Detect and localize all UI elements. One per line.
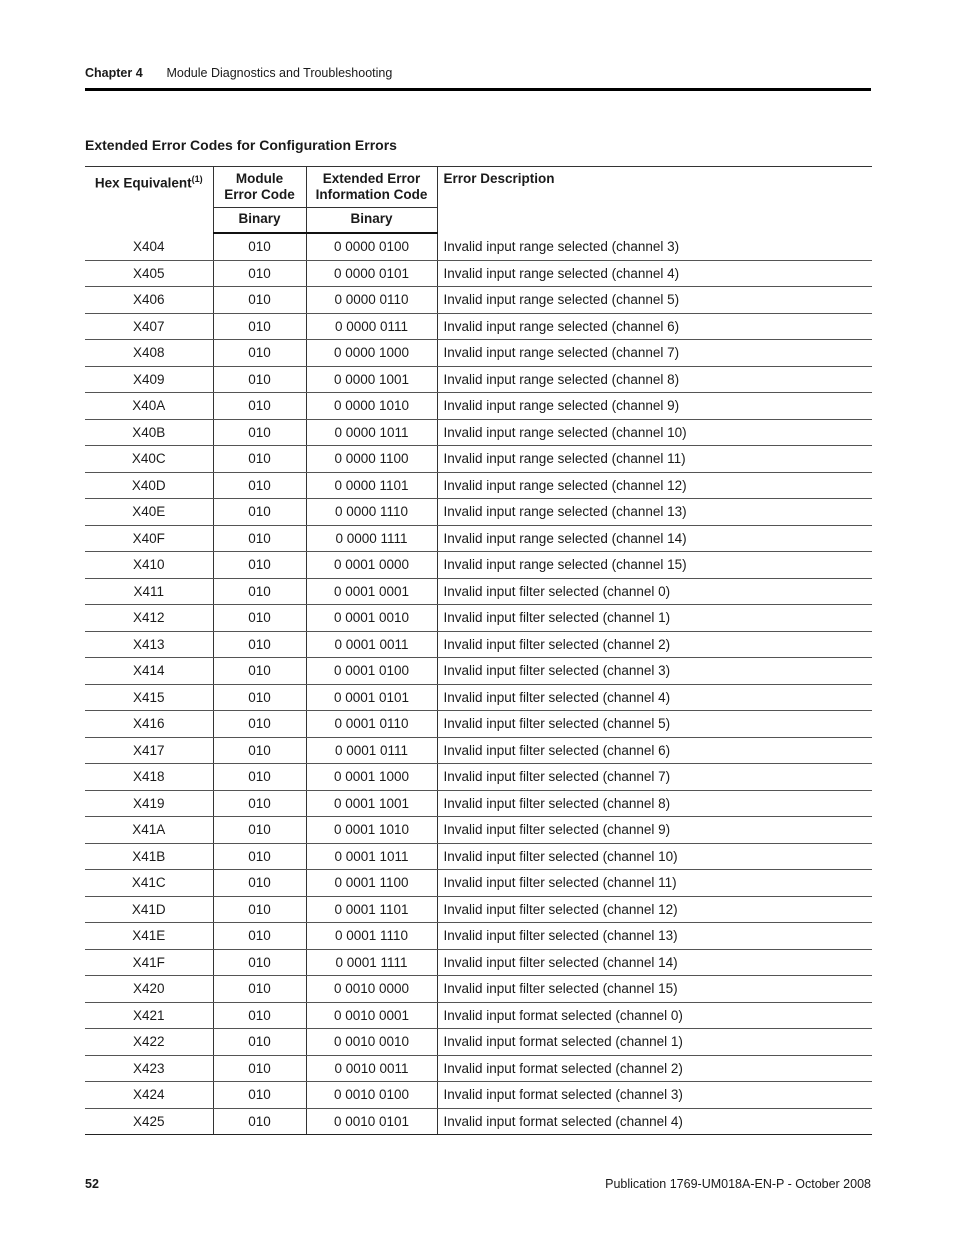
col-subheader-module-binary: Binary: [213, 208, 306, 234]
cell-hex: X41D: [85, 896, 213, 923]
cell-description: Invalid input range selected (channel 9): [437, 393, 872, 420]
table-row: [85, 446, 872, 473]
cell-extended-code: 0 0001 1111: [306, 949, 437, 976]
cell-module-code: 010: [213, 287, 306, 314]
table-row: [85, 313, 872, 340]
table-row: [85, 976, 872, 1003]
cell-module-code: 010: [213, 393, 306, 420]
cell-module-code: 010: [213, 631, 306, 658]
cell-extended-code: 0 0010 0010: [306, 1029, 437, 1056]
cell-extended-code: 0 0000 0110: [306, 287, 437, 314]
cell-description: Invalid input format selected (channel 3): [437, 1082, 872, 1109]
cell-module-code: 010: [213, 870, 306, 897]
cell-hex: X404: [85, 233, 213, 260]
col-header-module-line2: Error Code: [224, 187, 295, 202]
cell-module-code: 010: [213, 419, 306, 446]
table-row: [85, 870, 872, 897]
cell-description: Invalid input format selected (channel 2): [437, 1055, 872, 1082]
table-row: [85, 1108, 872, 1135]
cell-hex: X422: [85, 1029, 213, 1056]
cell-extended-code: 0 0001 0010: [306, 605, 437, 632]
cell-extended-code: 0 0001 1110: [306, 923, 437, 950]
cell-module-code: 010: [213, 790, 306, 817]
cell-description: Invalid input range selected (channel 4): [437, 260, 872, 287]
cell-description: Invalid input filter selected (channel 3): [437, 658, 872, 685]
table-row: [85, 552, 872, 579]
cell-module-code: 010: [213, 313, 306, 340]
cell-hex: X423: [85, 1055, 213, 1082]
cell-module-code: 010: [213, 923, 306, 950]
cell-module-code: 010: [213, 896, 306, 923]
cell-description: Invalid input filter selected (channel 13): [437, 923, 872, 950]
cell-extended-code: 0 0001 0111: [306, 737, 437, 764]
cell-hex: X41B: [85, 843, 213, 870]
cell-hex: X421: [85, 1002, 213, 1029]
cell-extended-code: 0 0001 1011: [306, 843, 437, 870]
table-row: [85, 631, 872, 658]
table-row: [85, 260, 872, 287]
cell-extended-code: 0 0000 1000: [306, 340, 437, 367]
cell-extended-code: 0 0000 1010: [306, 393, 437, 420]
cell-description: Invalid input filter selected (channel 9): [437, 817, 872, 844]
cell-module-code: 010: [213, 525, 306, 552]
cell-hex: X40E: [85, 499, 213, 526]
cell-description: Invalid input range selected (channel 14): [437, 525, 872, 552]
cell-hex: X40B: [85, 419, 213, 446]
cell-extended-code: 0 0010 0000: [306, 976, 437, 1003]
cell-hex: X405: [85, 260, 213, 287]
cell-hex: X420: [85, 976, 213, 1003]
table-row: [85, 896, 872, 923]
table-row: [85, 393, 872, 420]
cell-hex: X407: [85, 313, 213, 340]
cell-extended-code: 0 0000 1111: [306, 525, 437, 552]
cell-extended-code: 0 0001 0000: [306, 552, 437, 579]
table-row: [85, 843, 872, 870]
header-rule: [85, 88, 871, 91]
cell-extended-code: 0 0010 0001: [306, 1002, 437, 1029]
cell-description: Invalid input range selected (channel 8): [437, 366, 872, 393]
cell-description: Invalid input filter selected (channel 7): [437, 764, 872, 791]
cell-hex: X409: [85, 366, 213, 393]
cell-module-code: 010: [213, 1108, 306, 1135]
cell-extended-code: 0 0001 1010: [306, 817, 437, 844]
cell-module-code: 010: [213, 499, 306, 526]
cell-extended-code: 0 0001 0100: [306, 658, 437, 685]
cell-hex: X41F: [85, 949, 213, 976]
cell-module-code: 010: [213, 472, 306, 499]
cell-extended-code: 0 0001 0101: [306, 684, 437, 711]
cell-hex: X40C: [85, 446, 213, 473]
cell-extended-code: 0 0000 1101: [306, 472, 437, 499]
table-row: [85, 1055, 872, 1082]
cell-module-code: 010: [213, 658, 306, 685]
table-row: [85, 366, 872, 393]
cell-description: Invalid input filter selected (channel 11): [437, 870, 872, 897]
table-row: [85, 472, 872, 499]
cell-description: Invalid input filter selected (channel 8): [437, 790, 872, 817]
cell-description: Invalid input filter selected (channel 15): [437, 976, 872, 1003]
cell-hex: X416: [85, 711, 213, 738]
col-header-hex-label: Hex Equivalent: [94, 175, 192, 191]
cell-extended-code: 0 0010 0100: [306, 1082, 437, 1109]
table-row: [85, 684, 872, 711]
col-header-extended-line1: Extended Error: [322, 171, 421, 186]
cell-hex: X40F: [85, 525, 213, 552]
cell-description: Invalid input range selected (channel 13): [437, 499, 872, 526]
cell-description: Invalid input format selected (channel 1): [437, 1029, 872, 1056]
section-title: Module Diagnostics and Troubleshooting: [166, 66, 393, 80]
table-row: [85, 525, 872, 552]
table-row: [85, 790, 872, 817]
table-row: [85, 1082, 872, 1109]
cell-hex: X41A: [85, 817, 213, 844]
cell-description: Invalid input range selected (channel 15): [437, 552, 872, 579]
cell-description: Invalid input filter selected (channel 0): [437, 578, 872, 605]
cell-description: Invalid input filter selected (channel 5): [437, 711, 872, 738]
col-header-description: Error Description: [437, 167, 872, 234]
publication-info: Publication 1769-UM018A-EN-P - October 2008: [605, 1177, 871, 1191]
cell-extended-code: 0 0001 0001: [306, 578, 437, 605]
cell-description: Invalid input range selected (channel 3): [437, 233, 872, 260]
cell-module-code: 010: [213, 949, 306, 976]
cell-hex: X41C: [85, 870, 213, 897]
cell-extended-code: 0 0001 0011: [306, 631, 437, 658]
cell-description: Invalid input range selected (channel 6): [437, 313, 872, 340]
cell-hex: X424: [85, 1082, 213, 1109]
cell-hex: X413: [85, 631, 213, 658]
cell-module-code: 010: [213, 605, 306, 632]
table-row: [85, 287, 872, 314]
cell-hex: X425: [85, 1108, 213, 1135]
cell-description: Invalid input format selected (channel 0): [437, 1002, 872, 1029]
page-number: 52: [85, 1177, 99, 1191]
cell-extended-code: 0 0001 1001: [306, 790, 437, 817]
cell-module-code: 010: [213, 366, 306, 393]
cell-module-code: 010: [213, 260, 306, 287]
cell-hex: X408: [85, 340, 213, 367]
cell-module-code: 010: [213, 817, 306, 844]
cell-hex: X419: [85, 790, 213, 817]
cell-module-code: 010: [213, 552, 306, 579]
cell-extended-code: 0 0010 0101: [306, 1108, 437, 1135]
running-header: [85, 66, 392, 80]
cell-extended-code: 0 0001 0110: [306, 711, 437, 738]
cell-extended-code: 0 0000 0100: [306, 233, 437, 260]
cell-module-code: 010: [213, 1082, 306, 1109]
cell-extended-code: 0 0000 1001: [306, 366, 437, 393]
table-row: [85, 1002, 872, 1029]
cell-module-code: 010: [213, 843, 306, 870]
cell-hex: X406: [85, 287, 213, 314]
cell-extended-code: 0 0000 0101: [306, 260, 437, 287]
cell-extended-code: 0 0000 1011: [306, 419, 437, 446]
col-header-module: [213, 167, 306, 208]
table-row: [85, 737, 872, 764]
cell-hex: X410: [85, 552, 213, 579]
cell-description: Invalid input filter selected (channel 14): [437, 949, 872, 976]
cell-description: Invalid input range selected (channel 10): [437, 419, 872, 446]
cell-description: Invalid input range selected (channel 5): [437, 287, 872, 314]
cell-description: Invalid input range selected (channel 7): [437, 340, 872, 367]
cell-extended-code: 0 0000 1100: [306, 446, 437, 473]
chapter-label: Chapter 4: [85, 66, 143, 80]
table-row: [85, 578, 872, 605]
cell-extended-code: 0 0010 0011: [306, 1055, 437, 1082]
cell-module-code: 010: [213, 578, 306, 605]
cell-extended-code: 0 0000 1110: [306, 499, 437, 526]
cell-extended-code: 0 0001 1101: [306, 896, 437, 923]
col-header-extended-line2: Information Code: [315, 187, 428, 202]
table-row: [85, 764, 872, 791]
cell-extended-code: 0 0001 1000: [306, 764, 437, 791]
cell-description: Invalid input filter selected (channel 10): [437, 843, 872, 870]
cell-hex: X411: [85, 578, 213, 605]
cell-hex: X415: [85, 684, 213, 711]
cell-extended-code: 0 0000 0111: [306, 313, 437, 340]
error-codes-table: [85, 166, 872, 1135]
cell-description: Invalid input filter selected (channel 4): [437, 684, 872, 711]
footnote-marker: (1): [191, 174, 203, 184]
cell-module-code: 010: [213, 1055, 306, 1082]
cell-description: Invalid input filter selected (channel 1): [437, 605, 872, 632]
table-title: Extended Error Codes for Configuration Errors: [85, 137, 397, 153]
cell-hex: X418: [85, 764, 213, 791]
cell-module-code: 010: [213, 340, 306, 367]
cell-description: Invalid input filter selected (channel 2): [437, 631, 872, 658]
cell-hex: X412: [85, 605, 213, 632]
cell-description: Invalid input range selected (channel 12): [437, 472, 872, 499]
cell-hex: X40D: [85, 472, 213, 499]
table-row: [85, 233, 872, 260]
table-row: [85, 1029, 872, 1056]
cell-description: Invalid input filter selected (channel 12): [437, 896, 872, 923]
cell-module-code: 010: [213, 976, 306, 1003]
cell-module-code: 010: [213, 1002, 306, 1029]
cell-module-code: 010: [213, 684, 306, 711]
cell-description: Invalid input format selected (channel 4): [437, 1108, 872, 1135]
cell-module-code: 010: [213, 737, 306, 764]
table-row: [85, 817, 872, 844]
table-body: [85, 233, 872, 1135]
cell-hex: X417: [85, 737, 213, 764]
cell-extended-code: 0 0001 1100: [306, 870, 437, 897]
table-row: [85, 605, 872, 632]
cell-hex: X414: [85, 658, 213, 685]
table-row: [85, 949, 872, 976]
table-row: [85, 499, 872, 526]
cell-module-code: 010: [213, 1029, 306, 1056]
table-row: [85, 658, 872, 685]
cell-hex: X40A: [85, 393, 213, 420]
cell-hex: X41E: [85, 923, 213, 950]
cell-description: Invalid input filter selected (channel 6): [437, 737, 872, 764]
col-header-hex: [85, 167, 213, 234]
table-row: [85, 711, 872, 738]
cell-module-code: 010: [213, 711, 306, 738]
table-row: [85, 340, 872, 367]
table-row: [85, 923, 872, 950]
cell-description: Invalid input range selected (channel 11): [437, 446, 872, 473]
col-header-extended: [306, 167, 437, 208]
cell-module-code: 010: [213, 764, 306, 791]
col-subheader-extended-binary: Binary: [306, 208, 437, 234]
cell-module-code: 010: [213, 446, 306, 473]
cell-module-code: 010: [213, 233, 306, 260]
table-row: [85, 419, 872, 446]
col-header-module-line1: Module: [235, 171, 284, 186]
